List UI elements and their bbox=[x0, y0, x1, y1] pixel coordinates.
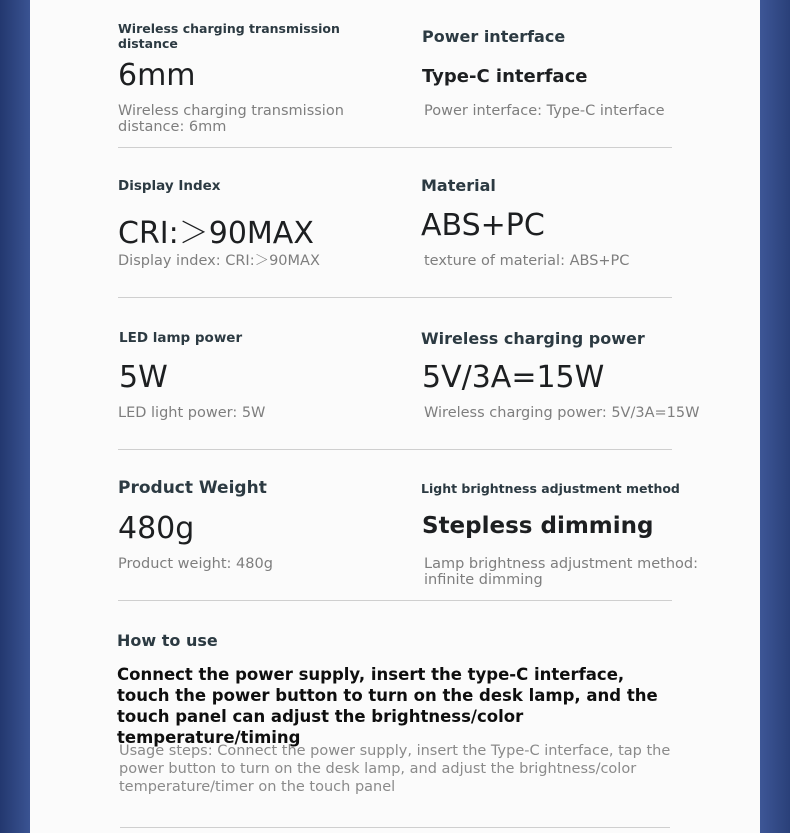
usage-title: How to use bbox=[117, 631, 218, 650]
spec-label-product-weight: Product Weight bbox=[118, 478, 267, 498]
spec-label-brightness-method: Light brightness adjustment method bbox=[421, 481, 680, 496]
divider-4 bbox=[118, 600, 672, 601]
spec-desc-transmission-distance: Wireless charging transmission distance: 6mm bbox=[118, 103, 344, 135]
usage-main-text: Connect the power supply, insert the type-C interface, touch the power button to turn on the desk lamp, and the touch panel can adjust the brightness/color temperature/timing bbox=[117, 665, 658, 747]
spec-value-power-interface: Type-C interface bbox=[422, 66, 588, 87]
divider-1 bbox=[118, 147, 672, 148]
spec-desc-brightness-method: Lamp brightness adjustment method: infinite dimming bbox=[424, 556, 698, 588]
spec-desc-product-weight: Product weight: 480g bbox=[118, 556, 273, 572]
usage-desc-text: Usage steps: Connect the power supply, insert the Type-C interface, tap the power button to turn on the desk lamp, and adjust the brightness/color temperature/timer on the touch panel bbox=[119, 743, 671, 795]
divider-3 bbox=[118, 449, 672, 450]
right-blue-border bbox=[760, 0, 790, 833]
spec-desc-material: texture of material: ABS+PC bbox=[424, 253, 630, 269]
spec-value-wireless-power: 5V/3A=15W bbox=[422, 360, 605, 395]
divider-2 bbox=[118, 297, 672, 298]
spec-desc-led-power: LED light power: 5W bbox=[118, 405, 266, 421]
spec-label-wireless-power: Wireless charging power bbox=[421, 329, 645, 348]
spec-value-product-weight: 480g bbox=[118, 511, 195, 546]
spec-label-material: Material bbox=[421, 176, 496, 195]
spec-label-display-index: Display Index bbox=[118, 178, 221, 194]
spec-value-display-index: CRI:＞90MAX bbox=[118, 216, 314, 251]
spec-value-brightness-method: Stepless dimming bbox=[422, 513, 654, 539]
left-blue-border bbox=[0, 0, 30, 833]
spec-value-material: ABS+PC bbox=[421, 208, 545, 243]
spec-desc-power-interface: Power interface: Type-C interface bbox=[424, 103, 665, 119]
spec-label-transmission-distance: Wireless charging transmission distance bbox=[118, 21, 340, 51]
divider-5 bbox=[120, 827, 670, 828]
spec-label-power-interface: Power interface bbox=[422, 27, 566, 46]
spec-value-transmission-distance: 6mm bbox=[118, 58, 196, 93]
spec-desc-display-index: Display index: CRI:＞90MAX bbox=[118, 253, 320, 269]
spec-desc-wireless-power: Wireless charging power: 5V/3A=15W bbox=[424, 405, 700, 421]
spec-panel bbox=[30, 0, 760, 833]
spec-value-led-power: 5W bbox=[119, 360, 168, 395]
spec-label-led-power: LED lamp power bbox=[119, 330, 243, 346]
